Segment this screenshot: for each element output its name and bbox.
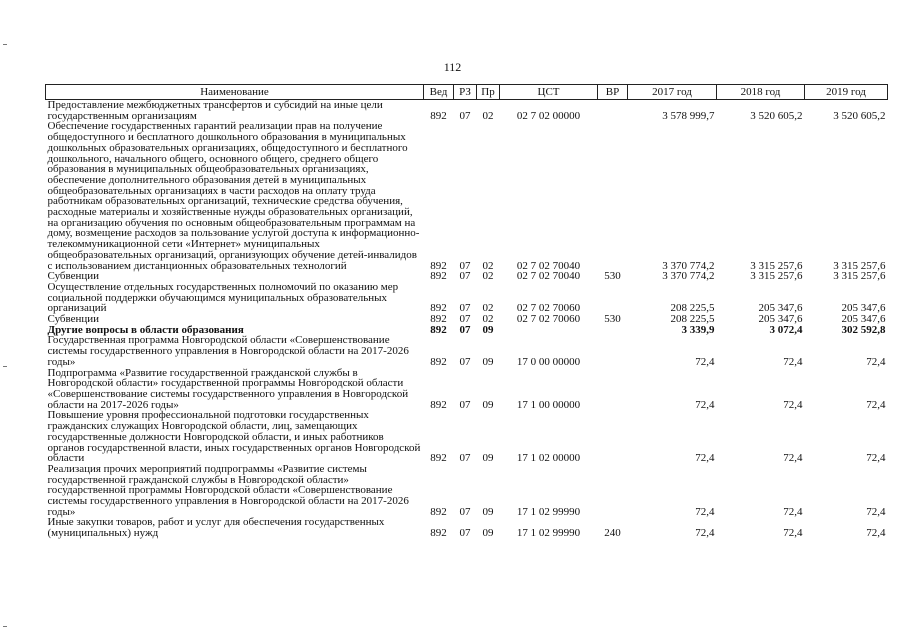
row-amount-2018: 3 520 605,2 — [750, 109, 803, 122]
table-row — [46, 410, 888, 464]
row-vr — [598, 325, 628, 336]
row-pr: 02 — [482, 302, 494, 315]
row-amount-2017: 3 370 774,2 — [662, 270, 715, 283]
row-vr — [598, 410, 628, 464]
row-name: Государственная программа Новгородской области «Совершенствование системы государственного управления в Новгородской области на 2017-2026 годы» — [47, 334, 409, 368]
row-ved: 892 — [430, 109, 447, 122]
row-rz: 07 — [459, 398, 471, 411]
header-row — [46, 85, 888, 100]
row-cst: 17 1 02 99990 — [516, 505, 581, 518]
row-amount-2019: 205 347,6 — [841, 302, 886, 315]
margin-mark — [3, 366, 7, 367]
row-amount-2019: 72,4 — [866, 398, 886, 411]
row-rz: 07 — [459, 505, 471, 518]
row-ved: 892 — [430, 527, 447, 540]
row-rz: 07 — [459, 270, 471, 283]
col-header-2018: 2018 год — [717, 85, 805, 100]
row-amount-2017: 3 339,9 — [681, 323, 715, 336]
row-vr — [598, 368, 628, 411]
row-amount-2018: 72,4 — [783, 527, 803, 540]
margin-mark — [3, 44, 7, 45]
row-cst: 02 7 02 70060 — [516, 302, 581, 315]
row-pr: 02 — [482, 270, 494, 283]
row-cst: 02 7 02 70040 — [516, 259, 581, 272]
row-ved: 892 — [430, 452, 447, 465]
row-rz: 07 — [459, 323, 471, 336]
row-amount-2019: 72,4 — [866, 505, 886, 518]
table-row — [46, 517, 888, 538]
row-amount-2018: 3 072,4 — [769, 323, 803, 336]
row-amount-2018: 3 315 257,6 — [750, 270, 803, 283]
row-cst: 17 1 02 00000 — [516, 452, 581, 465]
row-name: Субвенции — [47, 270, 100, 283]
row-amount-2017: 72,4 — [695, 527, 715, 540]
col-header-rz: РЗ — [454, 85, 477, 100]
row-ved: 892 — [430, 313, 447, 326]
row-rz: 07 — [459, 259, 471, 272]
row-vr: 240 — [604, 527, 621, 540]
row-cst — [500, 325, 598, 336]
table-row — [46, 121, 888, 271]
row-amount-2018: 72,4 — [783, 398, 803, 411]
row-ved: 892 — [430, 323, 447, 336]
table-row — [46, 100, 888, 122]
row-amount-2019: 3 315 257,6 — [833, 259, 886, 272]
row-ved: 892 — [430, 302, 447, 315]
table-row — [46, 335, 888, 367]
row-pr: 09 — [482, 323, 494, 336]
row-vr: 530 — [604, 313, 621, 326]
col-header-vr: ВР — [598, 85, 628, 100]
row-vr — [598, 335, 628, 367]
col-header-name: Наименование — [46, 85, 424, 100]
row-rz: 07 — [459, 302, 471, 315]
row-ved: 892 — [430, 398, 447, 411]
row-vr — [598, 464, 628, 518]
row-name: Подпрограмма «Развитие государственной гражданской службы в Новгородской области» государственной программы Новгородской области «Совершенствование системы государственного управления в Новгородской области на 2017-2026 годы» — [47, 366, 409, 411]
row-vr: 530 — [604, 270, 621, 283]
row-name: Предоставление межбюджетных трансфертов и субсидий на иные цели государственным организациям — [47, 99, 383, 122]
margin-mark — [3, 626, 7, 627]
row-pr: 09 — [482, 398, 494, 411]
row-pr: 02 — [482, 313, 494, 326]
row-cst: 02 7 02 00000 — [516, 109, 581, 122]
row-ved: 892 — [430, 259, 447, 272]
row-rz: 07 — [459, 109, 471, 122]
row-ved: 892 — [430, 505, 447, 518]
row-amount-2017: 208 225,5 — [670, 302, 715, 315]
row-amount-2019: 72,4 — [866, 452, 886, 465]
row-rz: 07 — [459, 452, 471, 465]
row-vr — [598, 282, 628, 314]
row-rz: 07 — [459, 313, 471, 326]
table-row — [46, 282, 888, 314]
row-name: Обеспечение государственных гарантий реализации прав на получение общедоступного и бесплатного дошкольного образования в муниципальных дошкольных образовательных организациях, общедоступного и бесплатного дошкольного, начального общего, основного общего, среднего общего образования в муниципальных общеобразовательных организациях, обеспечение дополнительного образования детей в муниципальных общеобразовательных организациях в части расходов на оплату труда работникам образовательных организаций, технические средства обучения, расходные материалы и хозяйственные нужды образовательных организаций, на организацию обучения по основным общеобразовательным программам на дому, возмещение расходов за пользование услугой доступа к информационно-телекоммуникационной сети «Интернет» муниципальных общеобразовательных организаций, организующих обучение детей-инвалидов с использованием дистанционных образовательных технологий — [47, 120, 420, 272]
col-header-cst: ЦСТ — [500, 85, 598, 100]
row-name: Реализация прочих мероприятий подпрограммы «Развитие системы государственной гражданской службы в Новгородской области» государственной программы Новгородской области «Совершенствование системы государственного управления в Новгородской области на 2017-2026 годы» — [47, 462, 409, 518]
row-amount-2019: 72,4 — [866, 527, 886, 540]
row-amount-2019: 3 520 605,2 — [833, 109, 886, 122]
col-header-2017: 2017 год — [628, 85, 717, 100]
row-pr: 09 — [482, 355, 494, 368]
row-cst: 17 1 02 99990 — [516, 527, 581, 540]
row-amount-2017: 3 578 999,7 — [662, 109, 715, 122]
row-amount-2019: 205 347,6 — [841, 313, 886, 326]
row-name: Повышение уровня профессиональной подготовки государственных гражданских служащих Новгородской области, лиц, замещающих государственные должности Новгородской области, и иных работников органов государственной власти, иных государственных органов Новгородской области — [47, 409, 421, 465]
row-rz: 07 — [459, 527, 471, 540]
row-cst: 17 0 00 00000 — [516, 355, 581, 368]
row-pr: 02 — [482, 109, 494, 122]
row-vr — [598, 121, 628, 271]
col-header-ved: Вед — [424, 85, 454, 100]
row-name: Осуществление отдельных государственных полномочий по оказанию мер социальной поддержки обучающимся муниципальных образовательных организаций — [47, 280, 399, 315]
row-pr: 02 — [482, 259, 494, 272]
row-cst: 02 7 02 70040 — [516, 270, 581, 283]
row-amount-2019: 302 592,8 — [841, 323, 886, 336]
row-amount-2017: 3 370 774,2 — [662, 259, 715, 272]
row-ved: 892 — [430, 270, 447, 283]
row-amount-2017: 72,4 — [695, 398, 715, 411]
row-ved: 892 — [430, 355, 447, 368]
row-name: Субвенции — [47, 313, 100, 326]
row-amount-2018: 205 347,6 — [758, 302, 803, 315]
row-pr: 09 — [482, 452, 494, 465]
row-amount-2018: 72,4 — [783, 452, 803, 465]
row-vr — [598, 100, 628, 122]
table-row — [46, 464, 888, 518]
row-rz: 07 — [459, 355, 471, 368]
page-number: 112 — [443, 60, 462, 74]
row-amount-2018: 3 315 257,6 — [750, 259, 803, 272]
col-header-pr: Пр — [477, 85, 500, 100]
row-pr: 09 — [482, 527, 494, 540]
row-amount-2018: 72,4 — [783, 505, 803, 518]
row-amount-2019: 3 315 257,6 — [833, 270, 886, 283]
row-amount-2017: 72,4 — [695, 452, 715, 465]
row-amount-2017: 208 225,5 — [670, 313, 715, 326]
row-name: Другие вопросы в области образования — [47, 323, 244, 336]
row-amount-2018: 72,4 — [783, 355, 803, 368]
budget-table — [45, 84, 888, 539]
row-pr: 09 — [482, 505, 494, 518]
row-cst: 02 7 02 70060 — [516, 313, 581, 326]
row-cst: 17 1 00 00000 — [516, 398, 581, 411]
table-row — [46, 368, 888, 411]
row-amount-2019: 72,4 — [866, 355, 886, 368]
row-name: Иные закупки товаров, работ и услуг для обеспечения государственных (муниципальных) нужд — [47, 516, 385, 540]
row-amount-2017: 72,4 — [695, 505, 715, 518]
row-amount-2018: 205 347,6 — [758, 313, 803, 326]
col-header-2019: 2019 год — [805, 85, 888, 100]
row-amount-2017: 72,4 — [695, 355, 715, 368]
